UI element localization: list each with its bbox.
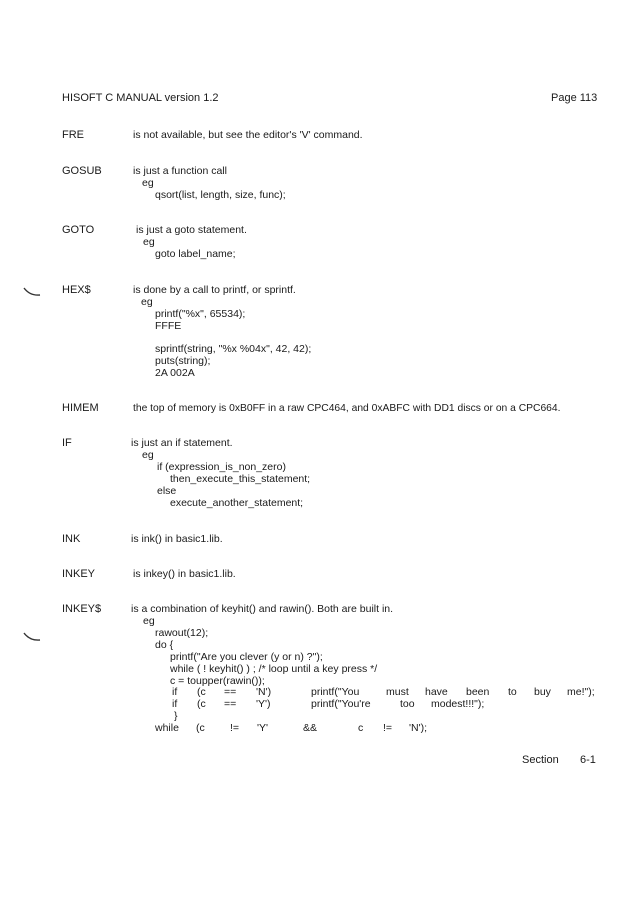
code-token: 'N') [256, 686, 272, 698]
code-token: 'Y' [257, 722, 269, 734]
code-line: qsort(list, length, size, func); [155, 189, 286, 201]
code-line: rawout(12); [155, 627, 209, 639]
entry-description: is a combination of keyhit() and rawin(). Both are built in. [131, 603, 394, 615]
code-token: have [425, 686, 448, 698]
code-token: 'Y') [256, 698, 271, 710]
example-label: eg [143, 236, 155, 248]
entry-term: INK [62, 533, 81, 545]
code-line: puts(string); [155, 355, 211, 367]
code-line: printf("%x", 65534); [155, 308, 246, 320]
entry-description: is just a function call [133, 165, 227, 177]
code-line: if (expression_is_non_zero) [157, 461, 286, 473]
code-line: execute_another_statement; [170, 497, 304, 509]
entry-term: IF [62, 437, 72, 449]
code-line: printf("Are you clever (y or n) ?"); [170, 651, 323, 663]
entry-description: is not available, but see the editor's 'V' command. [133, 129, 363, 141]
code-token: if [172, 698, 178, 710]
code-token: must [386, 686, 409, 698]
entry-description: is ink() in basic1.lib. [131, 533, 223, 545]
example-label: eg [142, 177, 154, 189]
code-token: && [303, 722, 318, 734]
entry-term: INKEY [62, 568, 96, 580]
code-token: to [508, 686, 517, 698]
page-number: Page 113 [551, 92, 598, 104]
code-token: been [466, 686, 490, 698]
manual-title: HISOFT C MANUAL version 1.2 [62, 92, 219, 104]
code-line: while ( ! keyhit() ) ; /* loop until a key press */ [170, 663, 378, 675]
code-token: (c [196, 722, 205, 734]
output-line: 2A 002A [155, 367, 195, 379]
code-line: else [157, 485, 177, 497]
footer-section-number: 6-1 [580, 754, 596, 766]
code-line: do { [155, 639, 174, 651]
margin-mark [22, 629, 42, 643]
code-line: then_execute_this_statement; [170, 473, 311, 485]
code-token: == [224, 698, 237, 710]
code-line: c = toupper(rawin()); [170, 675, 265, 687]
entry-description: the top of memory is 0xB0FF in a raw CPC464, and 0xABFC with DD1 discs or on a CPC664. [133, 403, 561, 414]
entry-description: is just an if statement. [131, 437, 233, 449]
output-line: FFFE [155, 320, 182, 332]
code-token: (c [197, 686, 206, 698]
entry-term: FRE [62, 129, 84, 141]
code-token: != [383, 722, 393, 734]
code-token: == [224, 686, 237, 698]
code-token: != [230, 722, 240, 734]
entry-term: INKEY$ [62, 603, 102, 615]
code-token: too [400, 698, 415, 710]
entry-term: HEX$ [62, 284, 91, 296]
code-token: while [155, 722, 179, 734]
code-token: if [172, 686, 178, 698]
example-label: eg [141, 296, 153, 308]
code-token: c [358, 722, 364, 734]
footer-section-label: Section [522, 754, 559, 766]
code-token: me!"); [567, 686, 595, 698]
code-line: } [174, 710, 178, 722]
example-label: eg [143, 615, 155, 627]
code-token: (c [197, 698, 206, 710]
example-label: eg [142, 449, 154, 461]
code-token: printf("You're [311, 698, 371, 710]
entry-description: is just a goto statement. [136, 224, 247, 236]
code-token: buy [534, 686, 551, 698]
entry-term: GOTO [62, 224, 95, 236]
entry-description: is inkey() in basic1.lib. [133, 568, 236, 580]
code-token: 'N'); [409, 722, 428, 734]
code-token: printf("You [311, 686, 360, 698]
code-line: sprintf(string, "%x %04x", 42, 42); [155, 343, 312, 355]
margin-mark [22, 284, 42, 298]
entry-term: GOSUB [62, 165, 102, 177]
code-token: modest!!!"); [431, 698, 485, 710]
code-line: goto label_name; [155, 248, 236, 260]
entry-description: is done by a call to printf, or sprintf. [133, 284, 296, 296]
entry-term: HIMEM [62, 402, 99, 414]
